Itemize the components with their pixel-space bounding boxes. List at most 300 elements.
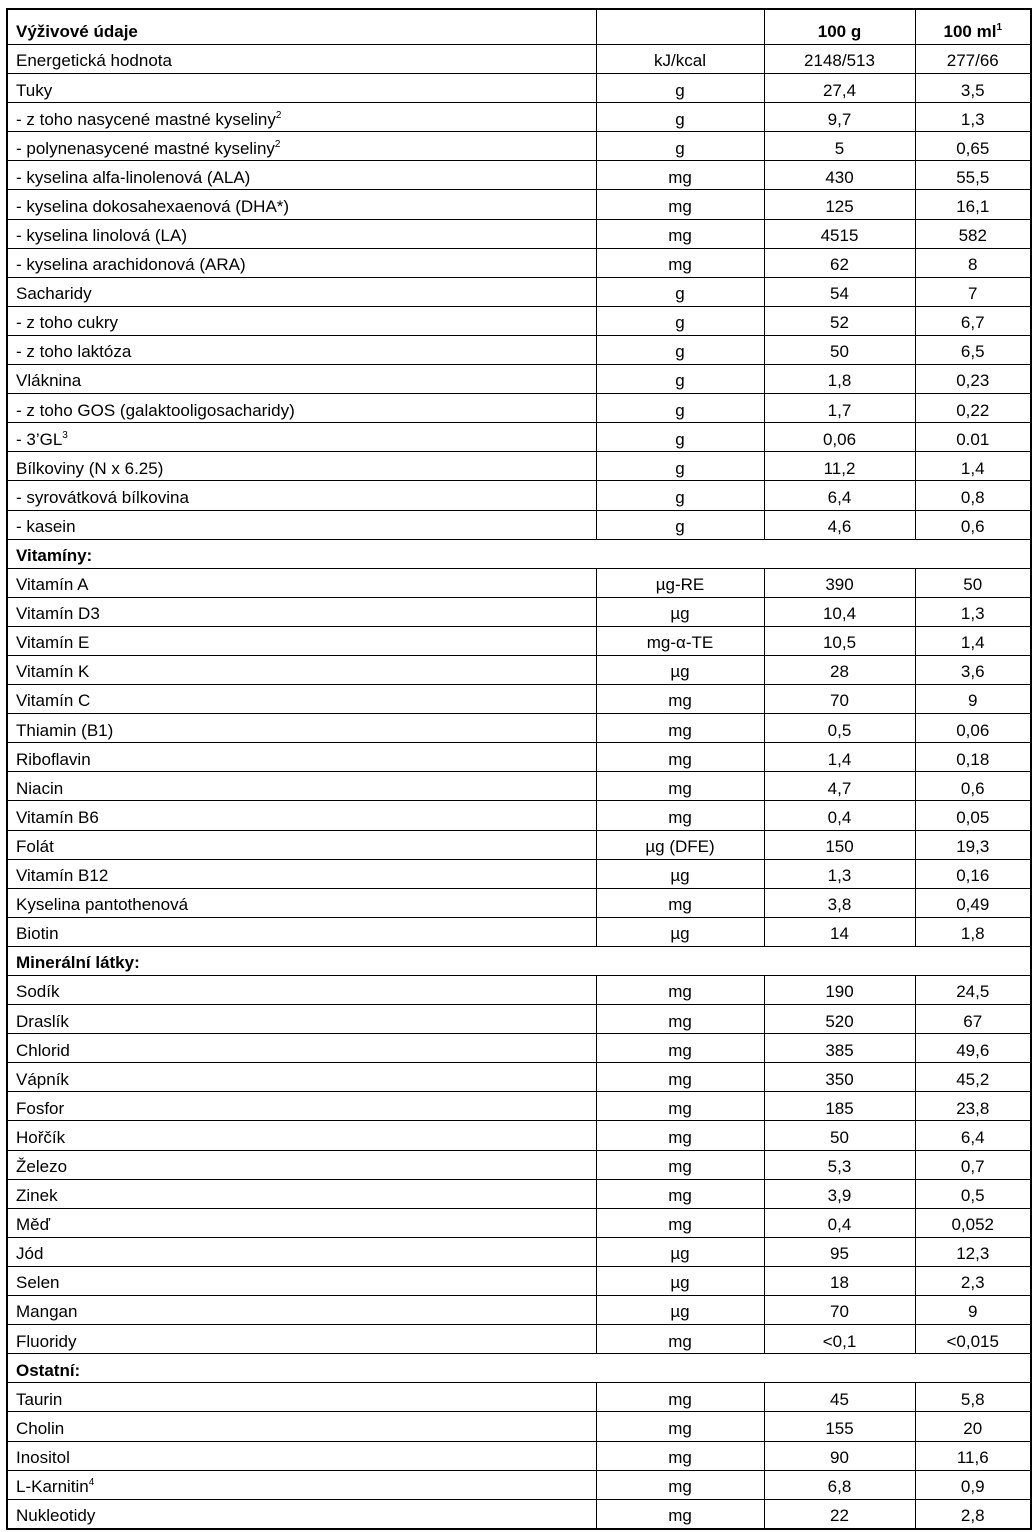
unit-cell: g [596,103,764,132]
nutrient-name-cell [7,1005,596,1034]
nutrient-name: Energetická hodnota [16,51,172,71]
value-100ml-cell: 7 [915,277,1031,306]
unit-cell: mg [596,801,764,830]
nutrient-name: Železo [16,1156,68,1176]
nutrient-name: Tuky [16,80,53,100]
value-100g-cell: 520 [764,1005,915,1034]
nutrient-name-cell [7,597,596,626]
nutrient-name: Vláknina [16,371,82,391]
nutrient-name-cell [7,103,596,132]
nutrient-name: Vitamín D3 [16,604,100,624]
unit-cell: mg [596,1499,764,1529]
unit-cell: mg [596,190,764,219]
nutrient-name: Draslík [16,1011,69,1031]
value-100ml-cell: 0,6 [915,510,1031,539]
value-100ml-cell: 0,22 [915,394,1031,423]
nutrient-name-cell [7,277,596,306]
table-row [7,365,1031,394]
nutrient-name: Selen [16,1273,60,1293]
nutrient-name-cell [7,1063,596,1092]
value-100ml-cell: 50 [915,568,1031,597]
nutrient-name-cell [7,1325,596,1354]
table-row [7,74,1031,103]
value-100g-cell: 1,7 [764,394,915,423]
unit-cell: mg [596,161,764,190]
value-100g-cell: 70 [764,1296,915,1325]
table-row [7,1296,1031,1325]
table-row [7,190,1031,219]
unit-cell: g [596,74,764,103]
value-100ml-cell: 1,8 [915,917,1031,946]
unit-cell: mg [596,1208,764,1237]
nutrient-name: Fluoridy [16,1331,77,1351]
footnote-marker: 3 [62,429,68,441]
nutrient-name-cell [7,1092,596,1121]
nutrient-name-cell [7,1237,596,1266]
section-header-row [7,946,1031,975]
value-100g-cell: 4,6 [764,510,915,539]
header-title: Výživové údaje [7,9,596,45]
nutrient-name-cell [7,1499,596,1529]
unit-cell: mg-α-TE [596,626,764,655]
table-row [7,335,1031,364]
value-100ml-cell: 0,65 [915,132,1031,161]
nutrient-name-cell [7,743,596,772]
table-row [7,481,1031,510]
value-100ml-cell: 0.01 [915,423,1031,452]
nutrient-name-cell [7,452,596,481]
nutrient-name: - z toho cukry [16,313,119,333]
table-row [7,859,1031,888]
value-100ml-cell: 3,5 [915,74,1031,103]
value-100g-cell: 0,4 [764,1208,915,1237]
value-100ml-cell: 0,5 [915,1179,1031,1208]
nutrient-name-cell [7,801,596,830]
unit-cell: mg [596,743,764,772]
nutrient-name-cell [7,1208,596,1237]
table-row [7,772,1031,801]
unit-cell: g [596,335,764,364]
header-100g: 100 g [764,9,915,45]
unit-cell: mg [596,1063,764,1092]
unit-cell: mg [596,1470,764,1499]
value-100ml-cell: 0,8 [915,481,1031,510]
value-100ml-cell: 1,3 [915,103,1031,132]
nutrient-name: - kyselina dokosahexaenová (DHA*) [16,196,290,216]
nutrient-name: - syrovátková bílkovina [16,487,189,507]
value-100g-cell: 1,3 [764,859,915,888]
value-100ml-cell: 1,3 [915,597,1031,626]
nutrient-name: - z toho GOS (galaktooligosacharidy) [16,400,295,420]
nutrient-name: Jód [16,1244,44,1264]
value-100g-cell: 95 [764,1237,915,1266]
table-row [7,888,1031,917]
nutrient-name: Vápník [16,1069,69,1089]
unit-cell: µg [596,917,764,946]
nutrient-name: Nukleotidy [16,1506,96,1526]
nutrient-name-cell [7,74,596,103]
nutrient-name: Folát [16,836,54,856]
nutrient-name-cell [7,1383,596,1412]
nutrient-name-cell [7,190,596,219]
table-row [7,830,1031,859]
unit-cell: g [596,365,764,394]
value-100g-cell: 90 [764,1441,915,1470]
value-100ml-cell: 55,5 [915,161,1031,190]
unit-cell: mg [596,248,764,277]
value-100g-cell: 1,4 [764,743,915,772]
unit-cell: mg [596,1325,764,1354]
unit-cell: mg [596,1005,764,1034]
nutrient-name: Zinek [16,1186,58,1206]
value-100g-cell: 14 [764,917,915,946]
unit-cell: mg [596,1179,764,1208]
value-100g-cell: 50 [764,1121,915,1150]
unit-cell: mg [596,1412,764,1441]
value-100ml-cell: 16,1 [915,190,1031,219]
value-100g-cell: 185 [764,1092,915,1121]
value-100g-cell: 2148/513 [764,45,915,74]
value-100g-cell: 50 [764,335,915,364]
table-body [7,45,1031,1530]
nutrient-name-cell [7,394,596,423]
value-100ml-cell: 0,6 [915,772,1031,801]
table-row [7,976,1031,1005]
nutrient-name: Sacharidy [16,284,92,304]
nutrient-name: Kyselina pantothenová [16,895,189,915]
footnote-marker: 4 [88,1477,95,1488]
value-100ml-cell: 6,4 [915,1121,1031,1150]
value-100ml-cell: 0,05 [915,801,1031,830]
nutrient-name-cell [7,1470,596,1499]
unit-cell: g [596,132,764,161]
table-row [7,597,1031,626]
value-100g-cell: 22 [764,1499,915,1529]
table-row [7,1005,1031,1034]
table-row [7,1121,1031,1150]
nutrient-name: Vitamín E [16,633,90,653]
value-100g-cell: 4515 [764,219,915,248]
value-100g-cell: 18 [764,1266,915,1295]
nutrient-name: Vitamín B6 [16,807,99,827]
value-100ml-cell: 1,4 [915,452,1031,481]
unit-cell: g [596,452,764,481]
unit-cell: mg [596,714,764,743]
value-100g-cell: 3,9 [764,1179,915,1208]
value-100g-cell: 3,8 [764,888,915,917]
value-100ml-cell: 5,8 [915,1383,1031,1412]
unit-cell: mg [596,1383,764,1412]
value-100g-cell: 385 [764,1034,915,1063]
footnote-marker: 2 [275,109,282,121]
nutrient-name-cell [7,655,596,684]
nutrient-name-cell [7,568,596,597]
nutrient-name-cell [7,1121,596,1150]
nutrient-name: Mangan [16,1302,78,1322]
unit-cell: µg [596,1296,764,1325]
value-100ml-cell: 0,23 [915,365,1031,394]
nutrient-name: - polynenasycené mastné kyseliny [16,138,275,158]
nutrient-name: Niacin [16,778,64,798]
unit-cell: mg [596,888,764,917]
nutrient-name-cell [7,1034,596,1063]
value-100ml-cell: 1,4 [915,626,1031,655]
table-row [7,423,1031,452]
table-row [7,1499,1031,1529]
nutrient-name: Fosfor [16,1098,65,1118]
table-row [7,917,1031,946]
table-row [7,1470,1031,1499]
section-title: Vitamíny: [7,539,1031,568]
value-100ml-cell: 9 [915,685,1031,714]
unit-cell: µg [596,859,764,888]
nutrient-name-cell [7,306,596,335]
nutrient-name-cell [7,45,596,74]
value-100g-cell: 45 [764,1383,915,1412]
value-100ml-cell: 2,3 [915,1266,1031,1295]
value-100ml-cell: 0,052 [915,1208,1031,1237]
unit-cell: mg [596,1150,764,1179]
value-100ml-cell: 0,16 [915,859,1031,888]
value-100g-cell: 1,8 [764,365,915,394]
unit-cell: mg [596,1092,764,1121]
value-100g-cell: 9,7 [764,103,915,132]
value-100g-cell: 54 [764,277,915,306]
table-row [7,1179,1031,1208]
table-row [7,655,1031,684]
table-row [7,685,1031,714]
nutrient-name-cell [7,859,596,888]
value-100g-cell: 6,4 [764,481,915,510]
header-100ml [915,9,1031,45]
table-row [7,1266,1031,1295]
nutrient-name-cell [7,1296,596,1325]
table-row [7,714,1031,743]
table-row [7,1383,1031,1412]
value-100g-cell: 390 [764,568,915,597]
nutrient-name-cell [7,772,596,801]
nutrient-name: Vitamín K [16,662,90,682]
nutrient-name: Taurin [16,1389,63,1409]
nutrient-name: - kyselina alfa-linolenová (ALA) [16,167,251,187]
value-100ml-cell: 0,18 [915,743,1031,772]
value-100ml-cell: 277/66 [915,45,1031,74]
table-row [7,277,1031,306]
nutrient-name: Vitamín B12 [16,866,109,886]
unit-cell: g [596,394,764,423]
value-100g-cell: 5,3 [764,1150,915,1179]
value-100g-cell: 150 [764,830,915,859]
section-header-row [7,539,1031,568]
unit-cell: µg [596,597,764,626]
value-100ml-cell: 0,9 [915,1470,1031,1499]
section-title: Ostatní: [7,1354,1031,1383]
unit-cell: mg [596,219,764,248]
nutrient-name-cell [7,888,596,917]
table-row [7,394,1031,423]
nutrient-name: Sodík [16,982,60,1002]
nutrient-name: Hořčík [16,1127,66,1147]
value-100ml-cell: 582 [915,219,1031,248]
nutrient-name-cell [7,626,596,655]
nutrient-name-cell [7,219,596,248]
value-100ml-cell: 67 [915,1005,1031,1034]
value-100g-cell: 155 [764,1412,915,1441]
value-100ml-cell: 8 [915,248,1031,277]
table-row [7,132,1031,161]
table-row [7,1150,1031,1179]
nutrient-name: - kyselina linolová (LA) [16,225,188,245]
value-100g-cell: 11,2 [764,452,915,481]
unit-cell: µg-RE [596,568,764,597]
value-100ml-cell: 6,5 [915,335,1031,364]
nutrient-name: Chlorid [16,1040,70,1060]
nutrient-name-cell [7,132,596,161]
nutrient-name: - z toho nasycené mastné kyseliny [16,109,276,129]
section-title: Minerální látky: [7,946,1031,975]
nutrient-name-cell [7,335,596,364]
value-100g-cell: 125 [764,190,915,219]
unit-cell: g [596,306,764,335]
nutrient-name-cell [7,365,596,394]
table-row [7,510,1031,539]
value-100g-cell: 10,5 [764,626,915,655]
value-100g-cell: <0,1 [764,1325,915,1354]
table-row [7,743,1031,772]
nutrient-name: Thiamin (B1) [16,720,114,740]
unit-cell: g [596,277,764,306]
value-100g-cell: 190 [764,976,915,1005]
nutrient-name-cell [7,161,596,190]
nutrient-name-cell [7,917,596,946]
table-row [7,1237,1031,1266]
unit-cell: g [596,510,764,539]
nutrient-name: L-Karnitin [16,1477,89,1496]
section-header-row [7,1354,1031,1383]
nutrition-table [6,8,1032,1530]
unit-cell: µg (DFE) [596,830,764,859]
unit-cell: mg [596,772,764,801]
value-100g-cell: 0,4 [764,801,915,830]
value-100ml-cell: 6,7 [915,306,1031,335]
table-row [7,103,1031,132]
unit-cell: g [596,423,764,452]
nutrient-name-cell [7,510,596,539]
unit-cell: µg [596,1237,764,1266]
unit-cell: mg [596,1121,764,1150]
nutrient-name: Cholin [16,1418,65,1438]
nutrient-name: - z toho laktóza [16,342,132,362]
table-row [7,248,1031,277]
table-row [7,219,1031,248]
value-100g-cell: 0,5 [764,714,915,743]
unit-cell: mg [596,1441,764,1470]
value-100ml-cell: 0,7 [915,1150,1031,1179]
value-100ml-cell: 24,5 [915,976,1031,1005]
nutrient-name-cell [7,685,596,714]
value-100ml-cell: 3,6 [915,655,1031,684]
value-100g-cell: 350 [764,1063,915,1092]
nutrient-name-cell [7,1441,596,1470]
unit-cell: µg [596,655,764,684]
nutrient-name: Měď [16,1215,51,1235]
nutrient-name: - kasein [16,516,76,536]
value-100g-cell: 62 [764,248,915,277]
table-row [7,1208,1031,1237]
value-100g-cell: 70 [764,685,915,714]
value-100ml-cell: 20 [915,1412,1031,1441]
value-100ml-cell: 2,8 [915,1499,1031,1529]
table-row [7,1412,1031,1441]
value-100ml-cell: 12,3 [915,1237,1031,1266]
unit-cell: g [596,481,764,510]
nutrient-name-cell [7,1266,596,1295]
nutrient-name: Vitamín C [16,691,91,711]
table-row [7,626,1031,655]
value-100g-cell: 6,8 [764,1470,915,1499]
nutrient-name: Vitamín A [16,575,89,595]
unit-cell: kJ/kcal [596,45,764,74]
nutrient-name-cell [7,423,596,452]
value-100g-cell: 28 [764,655,915,684]
value-100g-cell: 52 [764,306,915,335]
table-row [7,568,1031,597]
value-100g-cell: 10,4 [764,597,915,626]
nutrient-name-cell [7,481,596,510]
value-100g-cell: 4,7 [764,772,915,801]
table-row [7,1441,1031,1470]
table-header-row [7,9,1031,45]
value-100g-cell: 5 [764,132,915,161]
nutrient-name-cell [7,830,596,859]
nutrient-name-cell [7,714,596,743]
unit-cell: mg [596,976,764,1005]
nutrient-name: Biotin [16,924,59,944]
table-row [7,306,1031,335]
header-100ml-footnote: 1 [996,22,1002,34]
table-row [7,1063,1031,1092]
unit-cell: mg [596,685,764,714]
value-100ml-cell: 11,6 [915,1441,1031,1470]
nutrient-name: Bílkoviny (N x 6.25) [16,458,164,478]
value-100g-cell: 0,06 [764,423,915,452]
nutrient-name-cell [7,248,596,277]
value-100g-cell: 27,4 [764,74,915,103]
table-row [7,801,1031,830]
value-100ml-cell: 23,8 [915,1092,1031,1121]
nutrient-name-cell [7,1179,596,1208]
nutrient-name: - kyselina arachidonová (ARA) [16,255,246,275]
value-100ml-cell: 0,49 [915,888,1031,917]
table-row [7,1034,1031,1063]
header-100ml-label: 100 ml [943,22,997,42]
nutrient-name: Inositol [16,1447,70,1467]
table-row [7,1092,1031,1121]
value-100g-cell: 430 [764,161,915,190]
value-100ml-cell: <0,015 [915,1325,1031,1354]
table-row [7,1325,1031,1354]
value-100ml-cell: 9 [915,1296,1031,1325]
value-100ml-cell: 19,3 [915,830,1031,859]
nutrient-name-cell [7,1412,596,1441]
table-row [7,45,1031,74]
nutrient-name: - 3’GL [16,429,63,449]
table-row [7,161,1031,190]
footnote-marker: 2 [274,138,281,150]
table-row [7,452,1031,481]
value-100ml-cell: 49,6 [915,1034,1031,1063]
nutrient-name: Riboflavin [16,749,91,769]
